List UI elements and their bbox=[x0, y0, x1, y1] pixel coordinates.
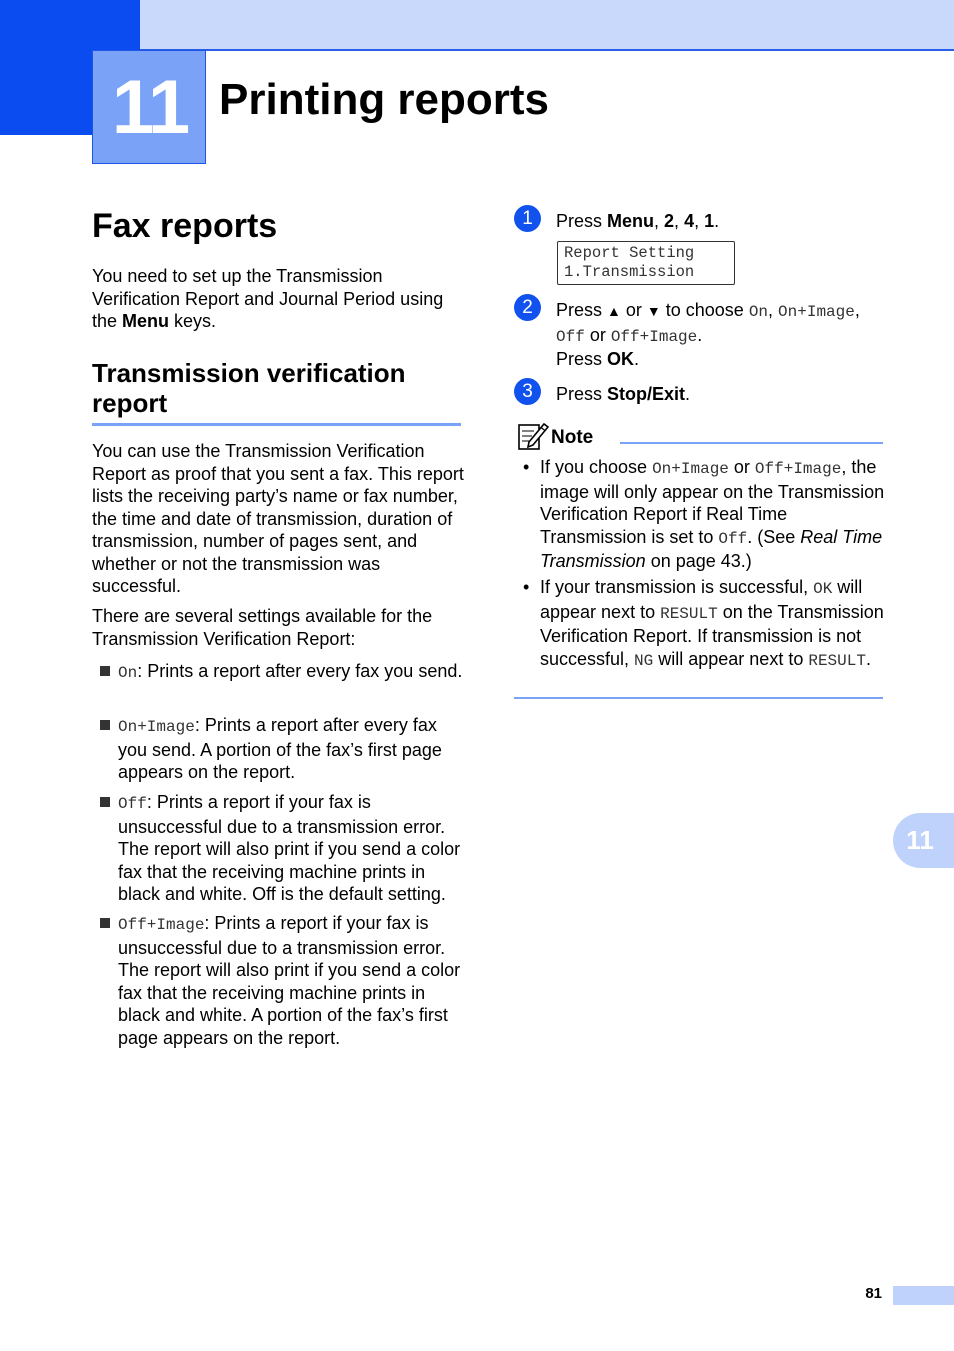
page-number-bar bbox=[893, 1286, 954, 1305]
step-3-marker: 3 bbox=[514, 378, 541, 405]
header-band bbox=[140, 0, 954, 51]
bullet-square-icon bbox=[100, 918, 110, 928]
setting-bullet-off-image: Off+Image: Prints a report if your fax is unsuccessful due to a transmission error. The report will also print if you send a color fax that the receiving machine prints in black and white. A portion of the fax’s first page appears on the report. bbox=[118, 912, 463, 1049]
step-2-text: Press ▲ or ▼ to choose On, On+Image, Off or Off+Image. Press OK. bbox=[556, 300, 860, 369]
section-intro: You need to set up the Transmission Verification Report and Journal Period using the Menu keys. bbox=[92, 266, 444, 331]
page-number: 81 bbox=[865, 1285, 882, 1302]
step-1-marker: 1 bbox=[514, 205, 541, 232]
up-arrow-icon: ▲ bbox=[607, 303, 621, 319]
setting-bullet-on: On: Prints a report after every fax you send. bbox=[118, 660, 463, 685]
subsection-paragraph-2: There are several settings available for the Transmission Verification Report: bbox=[92, 606, 433, 649]
note-label: Note bbox=[551, 427, 594, 448]
note-item-1: • If you choose On+Image or Off+Image, the image will only appear on the Transmission Verification Report if Real Time Transmission is set to Off. (See Real Time Transmission on page 43.) bbox=[523, 457, 885, 571]
note-bullet-dot: • bbox=[523, 577, 530, 597]
lcd-line-1: Report Setting bbox=[564, 244, 695, 262]
note-item-2: • If your transmission is successful, OK will appear next to RESULT on the Transmission Verification Report. If transmission is not successful, NG will appear next to RESULT. bbox=[523, 577, 884, 670]
note-pencil-icon bbox=[517, 420, 549, 452]
chapter-number: 11 bbox=[111, 65, 189, 150]
subsection-rule bbox=[92, 423, 461, 426]
section-title: Fax reports bbox=[92, 207, 278, 245]
setting-bullet-on-image: On+Image: Prints a report after every fax you send. A portion of the fax’s first page appears on the report. bbox=[118, 714, 463, 784]
setting-bullet-off: Off: Prints a report if your fax is unsuccessful due to a transmission error. The report will also print if you send a color fax that the receiving machine prints in black and white. Off is the default setting. bbox=[118, 791, 463, 906]
bullet-square-icon bbox=[100, 797, 110, 807]
step-2-marker: 2 bbox=[514, 294, 541, 321]
note-top-rule bbox=[620, 442, 883, 444]
chapter-side-tab-number: 11 bbox=[906, 825, 934, 855]
step-1-text: Press Menu, 2, 4, 1. bbox=[556, 211, 720, 231]
bullet-square-icon bbox=[100, 666, 110, 676]
bullet-square-icon bbox=[100, 720, 110, 730]
note-bullet-dot: • bbox=[523, 457, 530, 477]
chapter-title: Printing reports bbox=[219, 75, 550, 124]
step-3-text: Press Stop/Exit. bbox=[556, 384, 691, 404]
note-bottom-rule bbox=[514, 697, 883, 699]
subsection-title: Transmission verification report bbox=[92, 358, 406, 418]
subsection-paragraph-1: You can use the Transmission Verification Report as proof that you sent a fax. This report lists the receiving party’s name or fax number, the time and date of transmission, duration of transmission, number of pages sent, and whether or not the transmission was successful. bbox=[92, 441, 464, 596]
lcd-line-2: 1.Transmission bbox=[564, 263, 695, 281]
down-arrow-icon: ▼ bbox=[646, 303, 661, 319]
